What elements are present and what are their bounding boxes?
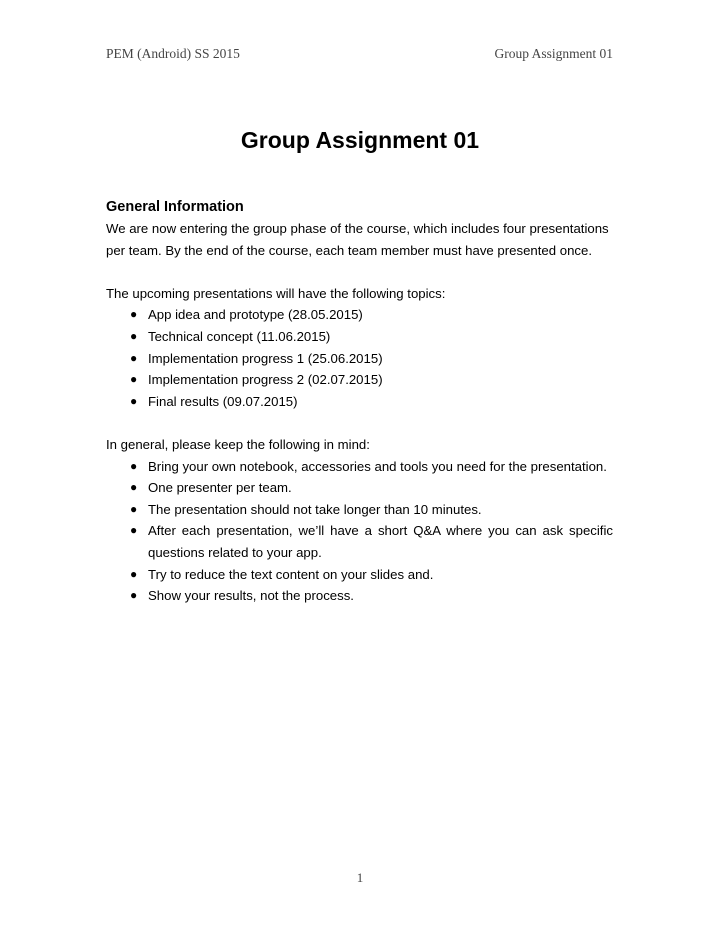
header-course-label: PEM (Android) SS 2015: [106, 46, 240, 61]
list-item: ● Show your results, not the process.: [148, 585, 613, 607]
bullet-icon: ●: [130, 307, 138, 322]
paragraph-spacer: [106, 261, 613, 283]
list-item: ● Implementation progress 1 (25.06.2015): [148, 348, 613, 370]
running-header: [106, 46, 613, 62]
reminders-list: [106, 456, 613, 607]
document-title: Group Assignment 01: [240, 127, 480, 153]
list-item: ● Try to reduce the text content on your slides and.: [148, 564, 613, 586]
topics-lead-text: The upcoming presentations will have the following topics:: [106, 285, 446, 301]
intro-paragraph: We are now entering the group phase of the course, which includes four presentations per team. By the end of the course, each team member must have presented once.: [106, 221, 609, 258]
topics-list: [106, 304, 613, 412]
paragraph-spacer: [106, 412, 613, 434]
header-assignment-label: Group Assignment 01: [494, 46, 613, 61]
bullet-icon: ●: [130, 588, 138, 603]
bullet-icon: ●: [130, 501, 138, 516]
document-body: [106, 197, 613, 607]
bullet-icon: ●: [130, 480, 138, 495]
bullet-icon: ●: [130, 393, 138, 408]
list-item: ● The presentation should not take longer than 10 minutes.: [148, 499, 613, 521]
list-item: ● One presenter per team.: [148, 477, 613, 499]
bullet-icon: ●: [130, 372, 138, 387]
reminders-lead-text: In general, please keep the following in mind:: [106, 436, 370, 452]
list-item: ● App idea and prototype (28.05.2015): [148, 304, 613, 326]
page-number: 1: [356, 870, 364, 885]
list-item: ● Final results (09.07.2015): [148, 391, 613, 413]
bullet-icon: ●: [130, 328, 138, 343]
list-item: ● After each presentation, we’ll have a short Q&A where you can ask specific questions related to your app.: [148, 520, 613, 563]
list-item: ● Bring your own notebook, accessories and tools you need for the presentation.: [148, 456, 613, 478]
bullet-icon: ●: [130, 566, 138, 581]
bullet-icon: ●: [130, 458, 138, 473]
bullet-icon: ●: [130, 523, 138, 538]
list-item: ● Technical concept (11.06.2015): [148, 326, 613, 348]
bullet-icon: ●: [130, 350, 138, 365]
list-item: ● Implementation progress 2 (02.07.2015): [148, 369, 613, 391]
section-heading: General Information: [106, 199, 244, 215]
